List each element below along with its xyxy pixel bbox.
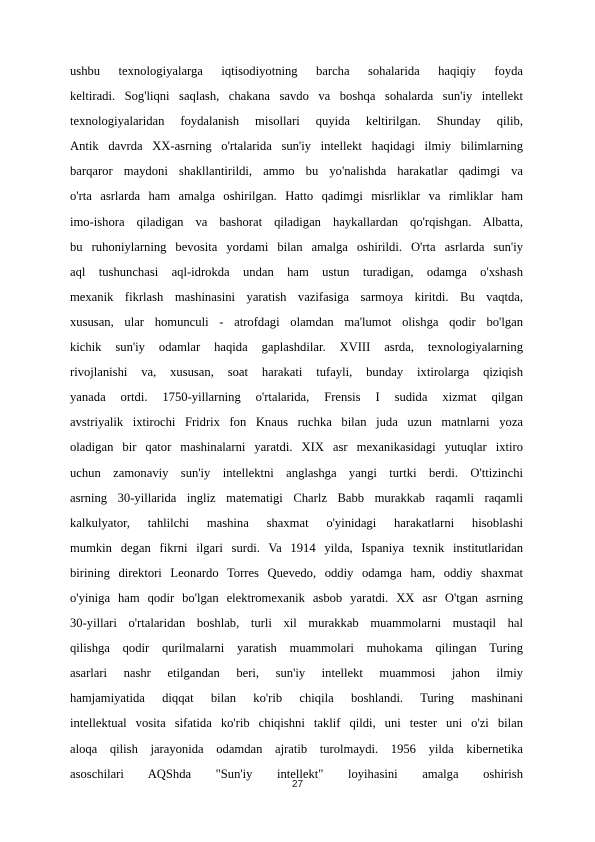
- text-line: kichik sun'iy odamlar haqida gaplashdilar. XVIII asrda, texnologiyalarning: [70, 340, 523, 355]
- text-line: asarlari nashr etilgandan beri, sun'iy intellekt muammosi jahon ilmiy: [70, 666, 523, 681]
- text-line: yanada ortdi. 1750-yillarning o'rtalarida, Frensis I sudida xizmat qilgan: [70, 390, 523, 405]
- text-line: o'yiniga ham qodir bo'lgan elektromexanik asbob yaratdi. XX asr O'tgan asrning: [70, 590, 523, 605]
- text-line: aloqa qilish jarayonida odamdan ajratib turolmaydi. 1956 yilda kibernetika: [70, 741, 523, 756]
- text-line: o'rta asrlarda ham amalga oshirilgan. Hatto qadimgi misrliklar va rimliklar ham: [70, 189, 523, 204]
- text-line: hamjamiyatida diqqat bilan ko'rib chiqila boshlandi. Turing mashinani: [70, 691, 523, 706]
- text-line: qilishga qodir qurilmalarni yaratish muammolari muhokama qilingan Turing: [70, 641, 523, 656]
- page-number: 27: [291, 779, 304, 790]
- text-line: bu ruhoniylarning bevosita yordami bilan amalga oshirildi. O'rta asrlarda sun'iy: [70, 239, 523, 254]
- text-line: keltiradi. Sog'liqni saqlash, chakana savdo va boshqa sohalarda sun'iy intellekt: [70, 89, 523, 104]
- text-line: rivojlanishi va, xususan, soat harakati tufayli, bunday ixtirolarga qiziqish: [70, 365, 523, 380]
- text-line: imo-ishora qiladigan va bashorat qiladigan haykallardan qo'rqishgan. Albatta,: [70, 214, 523, 229]
- document-body: [70, 59, 523, 787]
- text-line: ushbu texnologiyalarga iqtisodiyotning barcha sohalarida haqiqiy foyda: [70, 64, 523, 78]
- text-line: aql tushunchasi aql-idrokda undan ham ustun turadigan, odamga o'xshash: [70, 264, 523, 279]
- text-line: intellektual vosita sifatida ko'rib chiqishni taklif qildi, uni tester uni o'zi bilan: [70, 716, 523, 731]
- text-line: oladigan bir qator mashinalarni yaratdi. XIX asr mexanikasidagi yutuqlar ixtiro: [70, 440, 523, 455]
- text-line: asoschilari AQShda "Sun'iy intellekt" loyihasini amalga oshirish: [70, 766, 523, 781]
- text-line: uchun zamonaviy sun'iy intellektni anglashga yangi turtki berdi. O'ttizinchi: [70, 465, 523, 480]
- text-line: Antik davrda XX-asrning o'rtalarida sun'iy intellekt haqidagi ilmiy bilimlarning: [70, 139, 523, 154]
- text-line: birining direktori Leonardo Torres Quevedo, oddiy odamga ham, oddiy shaxmat: [70, 565, 523, 580]
- text-line: 30-yillari o'rtalaridan boshlab, turli xil murakkab muammolarni mustaqil hal: [70, 616, 523, 631]
- text-line: asrning 30-yillarida ingliz matematigi Charlz Babb murakkab raqamli raqamli: [70, 490, 523, 505]
- text-line: avstriyalik ixtirochi Fridrix fon Knaus ruchka bilan juda uzun matnlarni yoza: [70, 415, 523, 430]
- text-line: xususan, ular homunculi - atrofdagi olamdan ma'lumot olishga qodir bo'lgan: [70, 314, 523, 329]
- text-line: mexanik fikrlash mashinasini yaratish vazifasiga sarmoya kiritdi. Bu vaqtda,: [70, 289, 523, 304]
- text-line: barqaror maydoni shakllantirildi, ammo bu yo'nalishda harakatlar qadimgi va: [70, 164, 523, 179]
- text-line: kalkulyator, tahlilchi mashina shaxmat o'yinidagi harakatlarni hisoblashi: [70, 515, 523, 530]
- text-line: texnologiyalaridan foydalanish misollari quyida keltirilgan. Shunday qilib,: [70, 114, 523, 129]
- text-line: mumkin degan fikrni ilgari surdi. Va 1914 yilda, Ispaniya texnik institutlaridan: [70, 540, 523, 555]
